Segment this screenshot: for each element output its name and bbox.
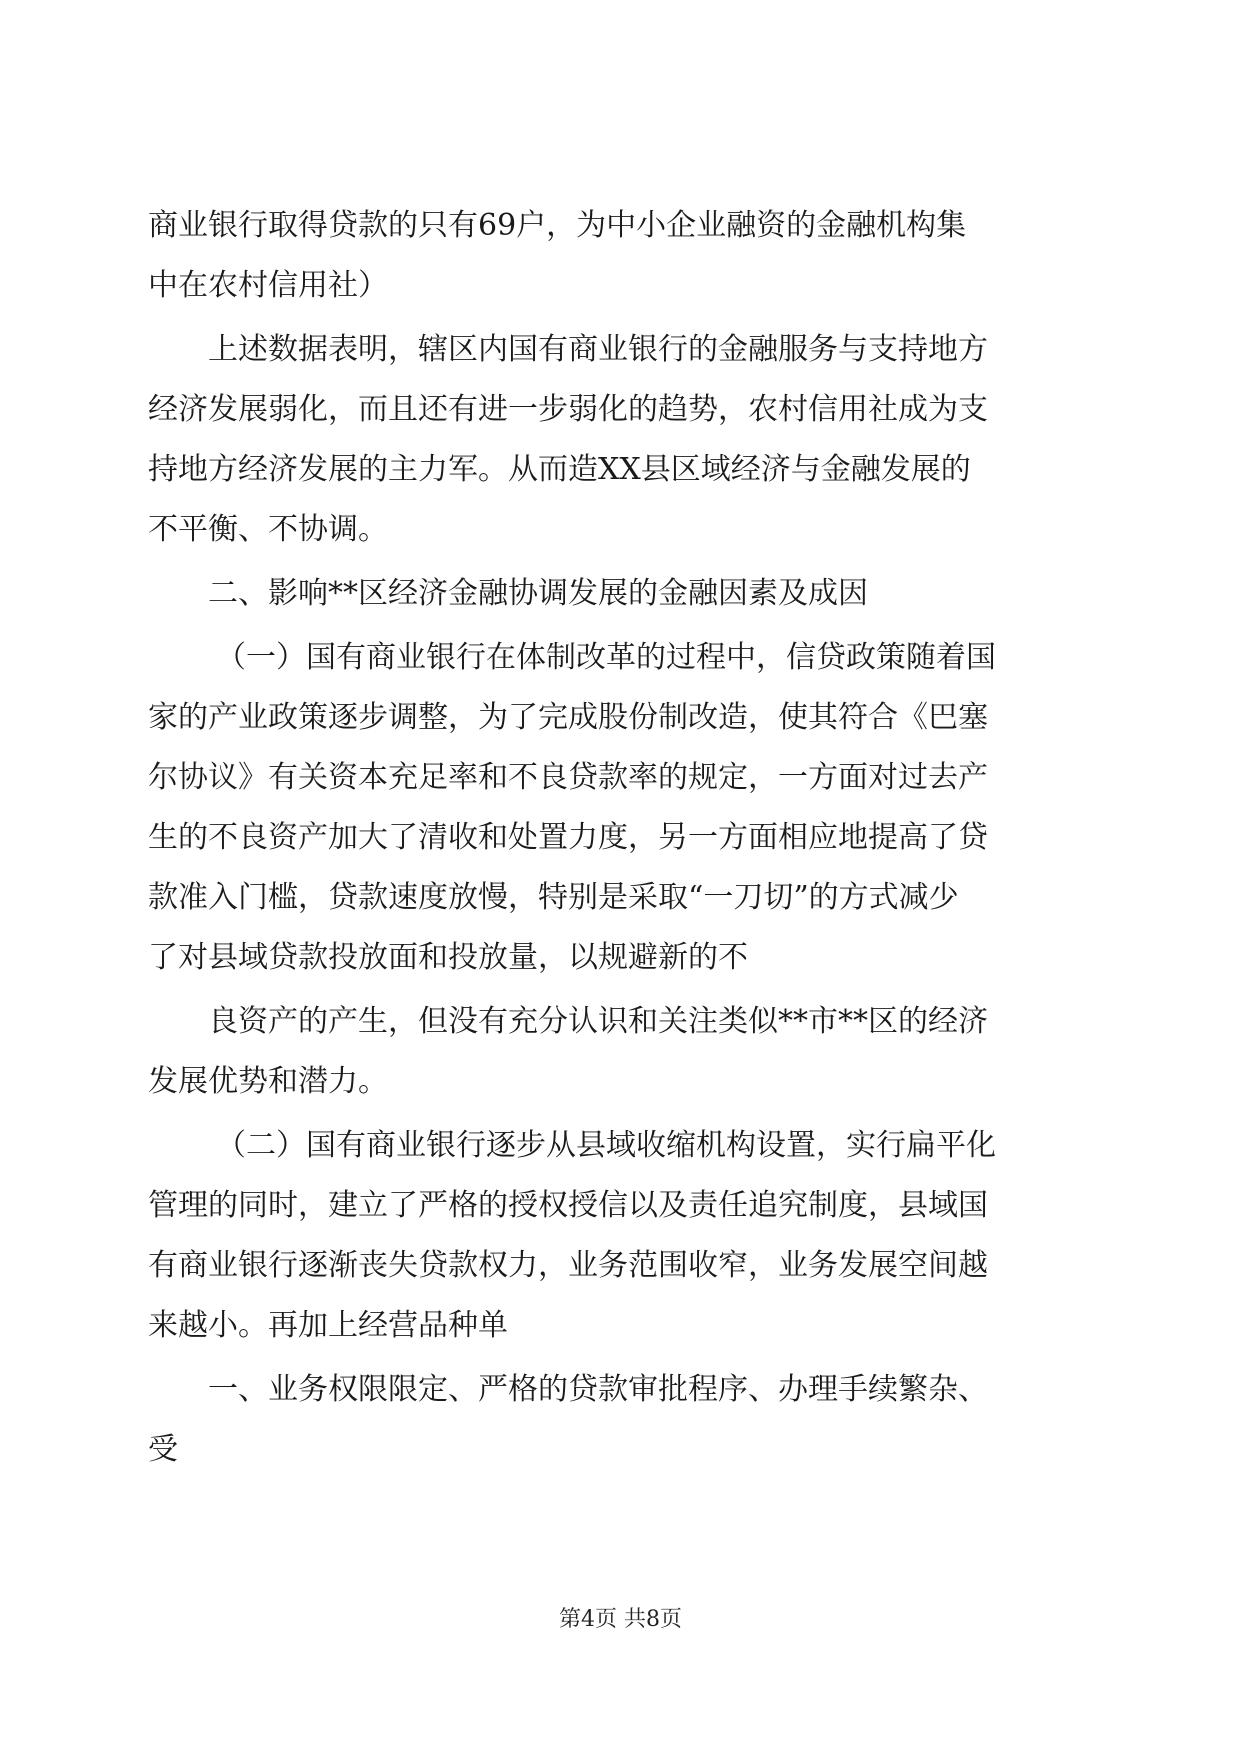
text-line: 家的产业政策逐步调整，为了完成股份制改造，使其符合《巴塞 — [148, 700, 988, 735]
text-line: 有商业银行逐渐丧失贷款权力，业务范围收窄，业务发展空间越 — [148, 1248, 988, 1283]
text-line: 发展优势和潜力。 — [148, 1064, 388, 1099]
text-line: 经济发展弱化，而且还有进一步弱化的趋势，农村信用社成为支 — [148, 392, 988, 427]
page-number-footer: 第4页 共8页 — [559, 1607, 682, 1632]
text-line: （一）国有商业银行在体制改革的过程中，信贷政策随着国 — [216, 640, 996, 675]
text-line: （二）国有商业银行逐步从县域收缩机构设置，实行扁平化 — [216, 1128, 996, 1163]
text-line: 良资产的产生，但没有充分认识和关注类似**市**区的经济 — [208, 1004, 988, 1039]
section-heading: 二、影响**区经济金融协调发展的金融因素及成因 — [208, 576, 868, 611]
text-line: 一、业务权限限定、严格的贷款审批程序、办理手续繁杂、 — [208, 1372, 988, 1407]
text-line: 上述数据表明，辖区内国有商业银行的金融服务与支持地方 — [208, 332, 988, 367]
text-line: 中在农村信用社） — [148, 268, 388, 303]
text-line: 尔协议》有关资本充足率和不良贷款率的规定，一方面对过去产 — [148, 760, 988, 795]
text-line: 持地方经济发展的主力军。从而造XX县区域经济与金融发展的 — [148, 452, 971, 487]
text-line: 来越小。再加上经营品种单 — [148, 1308, 508, 1343]
text-line: 商业银行取得贷款的只有69户，为中小企业融资的金融机构集 — [148, 208, 967, 243]
text-line: 受 — [148, 1432, 178, 1467]
text-line: 了对县域贷款投放面和投放量，以规避新的不 — [148, 940, 748, 975]
text-line: 不平衡、不协调。 — [148, 512, 388, 547]
text-line: 款准入门槛，贷款速度放慢，特别是采取“一刀切”的方式减少 — [148, 880, 959, 915]
text-line: 管理的同时，建立了严格的授权授信以及责任追究制度，县域国 — [148, 1188, 988, 1223]
text-line: 生的不良资产加大了清收和处置力度，另一方面相应地提高了贷 — [148, 820, 988, 855]
